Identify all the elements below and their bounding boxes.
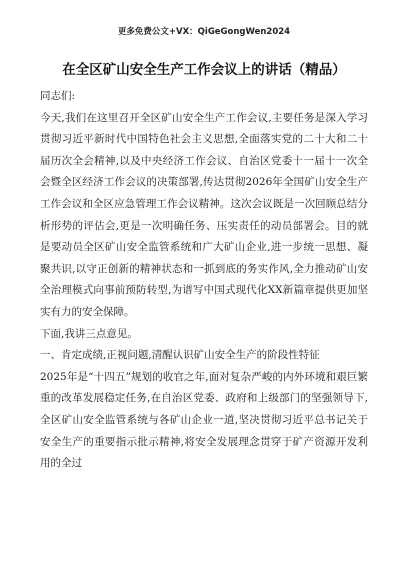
document-body (40, 86, 368, 475)
paragraph-transition: 下面,我讲三点意见。 (40, 327, 138, 340)
section-heading: 一、肯定成绩,正视问题,清醒认识矿山安全生产的阶段性特征 (40, 349, 320, 362)
paragraph-opening: 今天,我们在这里召开全区矿山安全生产工作会议,主要任务是深入学习贯彻习近平新时代中国特色社会主义思想,全面落实党的二十大和二十届历次全会精神,以及中央经济工作会议、自治区党委十一届十一次全会暨全区经济工作会议的决策部署,传达贯彻2026年全国矿山安全生产工作会议和全区应急管理工作会议精神。这次会议既是一次回顾总结分析形势的评估会,更是一次明确任务、压实责任的动员部署会。目的就是要动员全区矿山安全监管系统和广大矿山企业,进一步统一思想、凝聚共识,以守正创新的精神状态和一抓到底的务实作风,全力推动矿山安全治理模式向事前预防转型,为谱写中国式现代化XX新篇章提供更加坚实有力的安全保障。 (40, 111, 368, 318)
paragraph-section-one: 2025年是“十四五”规划的收官之年,面对复杂严峻的内外环境和艰巨繁重的改革发展稳定任务,在自治区党委、政府和上级部门的坚强领导下,全区矿山安全监管系统与各矿山企业一道,坚决贯彻习近平总书记关于安全生产的重要指示批示精神,将安全发展理念贯穿于矿产资源开发利用的全过 (40, 370, 368, 470)
document-title: 在全区矿山安全生产工作会议上的讲话（精品） (62, 62, 346, 78)
header-note: 更多免费公文+VX：QiGeGongWen2024 (117, 27, 291, 37)
salutation: 同志们: (40, 90, 76, 102)
